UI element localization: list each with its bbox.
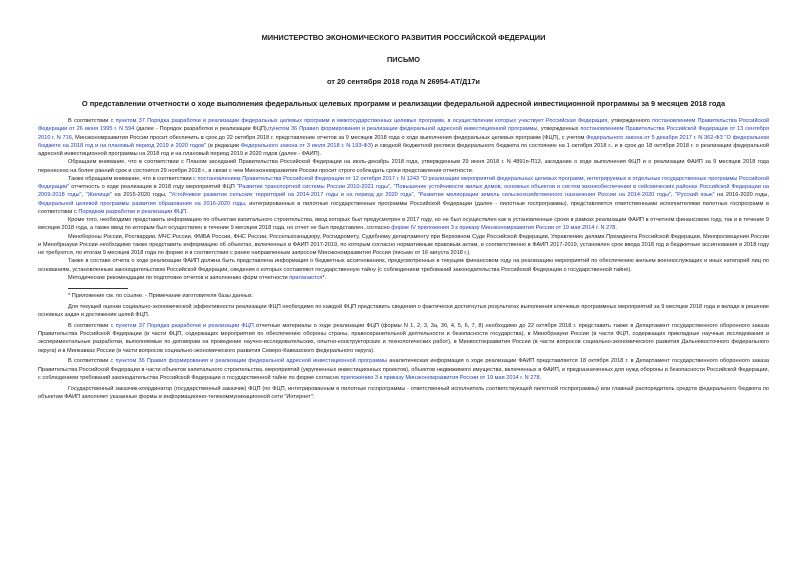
document-date-number: от 20 сентября 2018 года N 26954-АТ/Д17и: [327, 77, 480, 86]
paragraph-text: В соответствии: [68, 358, 111, 365]
paragraph-text: В соответствии: [68, 118, 111, 124]
document-link[interactable]: пунктом 36 Правил формирования и реализации федеральной адресной инвестиционной программы: [268, 126, 538, 133]
paragraph-text: , утвержденных: [537, 126, 581, 133]
document-link[interactable]: "Русский язык": [675, 192, 715, 199]
paragraph-text: ) и сводной бюджетной росписи федерального бюджета по состоянию на 1 октября 2018 г., и в срок до 18 октября 2018 г. о реализации федеральной адресной инвестиционной программы на 2018 год и на плановый период 2019 и 2020 годов (далее - ФАИП).: [38, 142, 770, 157]
document-link[interactable]: Порядком разработки и реализации ФЦП: [78, 208, 187, 215]
document-link[interactable]: "Жилище": [85, 192, 112, 199]
paragraph-text: *.: [322, 274, 327, 281]
document-link[interactable]: постановлением Правительства Российской Федерации от 13 сентября 2010 г. N 716: [38, 126, 769, 141]
paragraph-text: Обращаем внимание, что в соответствии с Планом заседаний Правительства Российской Федерации на июль-декабрь 2018 года, утвержденным 29 июня 2018 г. N 4891п-П13, заседание о ходе выполнения ФЦП и о реализации ФАИП за 9 месяцев 2018 года перенесено на более ранний срок и состоится 29 ноября 2018 г., в связи с чем Минэкономразвития России просит строго соблюдать сроки представления отчетности.: [38, 159, 769, 174]
document-link[interactable]: Федеральной целевой программы развития образования на 2016-2020 годы: [38, 200, 246, 207]
paragraph-text: .: [539, 374, 542, 381]
paragraph-text: * Приложение см. по ссылке. - Примечание изготовителя базы данных.: [68, 293, 254, 299]
paragraph: [38, 216, 769, 233]
document-link[interactable]: прилагаются: [289, 274, 323, 281]
document-link[interactable]: приложению 3 к приказу Минэкономразвития России от 19 мая 2014 г. N 278: [340, 374, 540, 381]
footnote-divider: [68, 288, 128, 289]
document-link[interactable]: "Развитие транспортной системы России 2010-2021 годы": [236, 184, 390, 190]
document-link[interactable]: "Повышение устойчивости жилых домов, основных объектов и систем жизнеобеспечения в сейсмических районах Российской Федерации на 2009-2018 годы": [38, 184, 770, 199]
letter-body: [38, 117, 769, 282]
paragraph-text: аналитическая информация о ходе реализации ФАИП представляется 18 октября 2018 г. в Департамент государственного оборонного заказа Правительства Российской Федерации в части объектов капитального строительства, мероприятий (укрупненных инвестиционных проектов), объектов недвижимого имущества, включенных в ФАИП, и предназначенных для нужд обороны и безопасности Российской Федерации, с соблюдением требований законодательства Российской Федерации о государственной тайне по форме согласно: [38, 358, 769, 381]
document-link[interactable]: с постановлением Правительства Российской Федерации от 12 октября 2017 г. N 1243 "О реализации мероприятий федеральных целевых программ, интегрируемых в отдельные государственные программы Российской Федерации": [38, 175, 770, 190]
paragraph: [38, 175, 769, 216]
paragraph-text: .: [615, 225, 617, 232]
paragraph-text: В соответствии: [68, 322, 111, 329]
paragraph: [38, 303, 769, 320]
document-link[interactable]: с пунктом 37 Порядка разработки и реализации ФЦП: [110, 322, 254, 329]
paragraph: [38, 274, 769, 282]
paragraph-text: Кроме того, необходимо представить информацию по объектам капитального строительства, ввод которых был предусмотрен в 2017 году, но не был осуществлен как в установленные сроки в рамках реализации ФАИП в отчетном финансовом году, так и в течение 9 месяцев 2018 года, а также ввод по которым был осуществлен в течение 9 месяцев 2018 года, но отчет не был представлен, согласно: [38, 217, 769, 232]
paragraph-text: (в редакции: [206, 142, 241, 149]
ministry-heading: МИНИСТЕРСТВО ЭКОНОМИЧЕСКОГО РАЗВИТИЯ РОССИЙСКОЙ ФЕДЕРАЦИИ: [261, 33, 546, 42]
document-link[interactable]: форме IV приложения 3 к приказу Минэкономразвития России от 19 мая 2014 г. N 278: [391, 225, 616, 232]
document-kind: ПИСЬМО: [387, 55, 420, 64]
document-link[interactable]: "Устойчивое развитие сельских территорий на 2014-2017 годы и на период до 2020 года": [169, 192, 414, 199]
paragraph: [38, 322, 769, 355]
paragraph: [38, 117, 769, 158]
paragraph: [38, 233, 769, 258]
document-link[interactable]: "Развитие мелиорации земель сельскохозяйственного назначения России на 2014-2020 годы": [417, 192, 672, 199]
paragraph-text: ,: [389, 184, 394, 190]
paragraph-text: Также обращаем внимание, что в соответствии: [68, 175, 194, 182]
document-link[interactable]: Федерального закона от 5 декабря 2017 г. N 362-ФЗ "О федеральном бюджете на 2018 год и на плановый период 2019 и 2020 годов": [38, 134, 769, 149]
paragraph: [38, 158, 769, 175]
paragraph-text: Государственный заказчик-координатор (государственный заказчик) ФЦП (по ФЦП, интегрированным в пилотные госпрограммы - ответственный исполнитель соответствующей пилотной госпрограммы) или главный распорядитель средств федерального бюджета по объектам ФАИП заполняет указанные формы в информационно-телекоммуникационной сети "Интернет":: [38, 385, 769, 400]
document-link[interactable]: Федерального закона от 3 июля 2018 г. N 193-ФЗ: [240, 142, 371, 149]
document-link[interactable]: с пунктом 37 Порядка разработки и реализации федеральных целевых программ и межгосударственных целевых программ, в осуществлении которых участвует Российская Федерация: [110, 118, 608, 124]
paragraph-text: (далее - Порядок разработки и реализации ФЦП),: [134, 126, 269, 133]
paragraph-text: ,: [671, 192, 676, 199]
footnotes: [38, 292, 769, 401]
paragraph-text: Также в составе отчета о ходе реализации ФАИП должна быть представлена информация о бюджетных ассигнованиях, предусмотренных в текущем финансовом году на реализацию мероприятий по обеспечению жильем военнослужащих и иных категорий лиц по основаниям, установленным законодательством Российской Федерации, сведения о которых составляют государственную тайну (с соблюдением требований законодательства Российской Федерации о государственной тайне).: [38, 258, 769, 273]
paragraph-text: на 2015-2020 годы,: [111, 192, 169, 199]
paragraph-text: Минобороны России, Росгвардии, МЧС России, ФМБА России, ФНС России, Россельхознадзору, Росгидромету, Судебному департаменту при Верховном Суде Российской Федерации, Управлению делами Президента Российской Федерации, Минпросвещения России и Минобрнауки России необходимо также представить информацию об объектах, включенных в ФАИП 2017-2019, по которым согласно нормативным правовым актам, и соответственно в ФАИП 2017-2019, установлен срок ввода 2018 год и бюджетные ассигнования в 2018 году не требуются, по итогам 9 месяцев 2018 года по форме и в соответствии с ранее направленным запросом Минэкономразвития России (письмо от 16 августа 2018 г.).: [38, 233, 769, 256]
document-subject: О представлении отчетности о ходе выполнения федеральных целевых программ и реализации федеральной адресной инвестиционной программы за 9 месяцев 2018 года: [81, 99, 726, 108]
paragraph: [38, 257, 769, 274]
paragraph-text: Для текущей оценки социально-экономической эффективности реализации ФЦП необходимо по каждой ФЦП представить сведения о фактически достигнутых результатах выполнения ключевых программных мероприятий за 9 месяцев 2018 года и вкладе в решение основных задач и достижение целей ФЦП.: [38, 303, 769, 318]
document-link[interactable]: постановлением Правительства Российской Федерации от 26 июня 1995 г. N 594: [38, 118, 769, 133]
paragraph-text: на 2016-2020 годы,: [714, 192, 770, 199]
paragraph-text: , Минэкономразвития России просит обеспечить в срок до 22 октября 2018 г. представление отчетов за 9 месяцев 2018 года о ходе выполнения федеральных целевых программ (ФЦП), с учетом: [71, 134, 587, 141]
paragraph-text: ,: [81, 192, 86, 199]
document-link[interactable]: с пунктом 36 Правил формирования и реализации федеральной адресной инвестиционной программы: [110, 358, 388, 365]
paragraph-text: , интегрированных в пилотные государственные программы Российской Федерации (далее - пилотные госпрограммы), представляется ответственными исполнителями пилотных госпрограмм в соответствии с: [38, 200, 769, 215]
paragraph-text: , утвержденного: [607, 118, 653, 124]
paragraph-text: Методические рекомендации по подготовке отчетов и заполнению форм отчетности: [68, 274, 290, 281]
paragraph: [38, 357, 769, 382]
paragraph-text: ,: [413, 192, 418, 199]
paragraph: [38, 385, 769, 402]
paragraph-text: .: [186, 208, 188, 215]
footnote: [38, 292, 769, 300]
paragraph-text: отчетные материалы о ходе реализации ФЦП (формы N 1, 2, 3, 3а, 3б, 4, 5, 6, 7, 8) необходимо до 22 октября 2018 г. представить также в Департамент государственного оборонного заказа Правительства Российской Федерации (в части ФЦП, содержащих мероприятия по обеспечению обороны страны, правоохранительной деятельности и безопасности государства), в Минобрнауки России (в части ФЦП, содержащих прикладные научные исследования и экспериментальные разработки, выполняемые по договорам на проведение научно-исследовательских, опытно-конструкторских и технологических работ), в Минвостокразвития России (в части вопросов социально-экономического развития Дальневосточного федерального округа) и в Минкавказ России (в части вопросов социально-экономического развития Северо-Кавказского федерального округа).: [38, 322, 770, 354]
paragraph-text: отчетность о ходе реализации в 2018 году мероприятий ФЦП: [69, 184, 237, 190]
